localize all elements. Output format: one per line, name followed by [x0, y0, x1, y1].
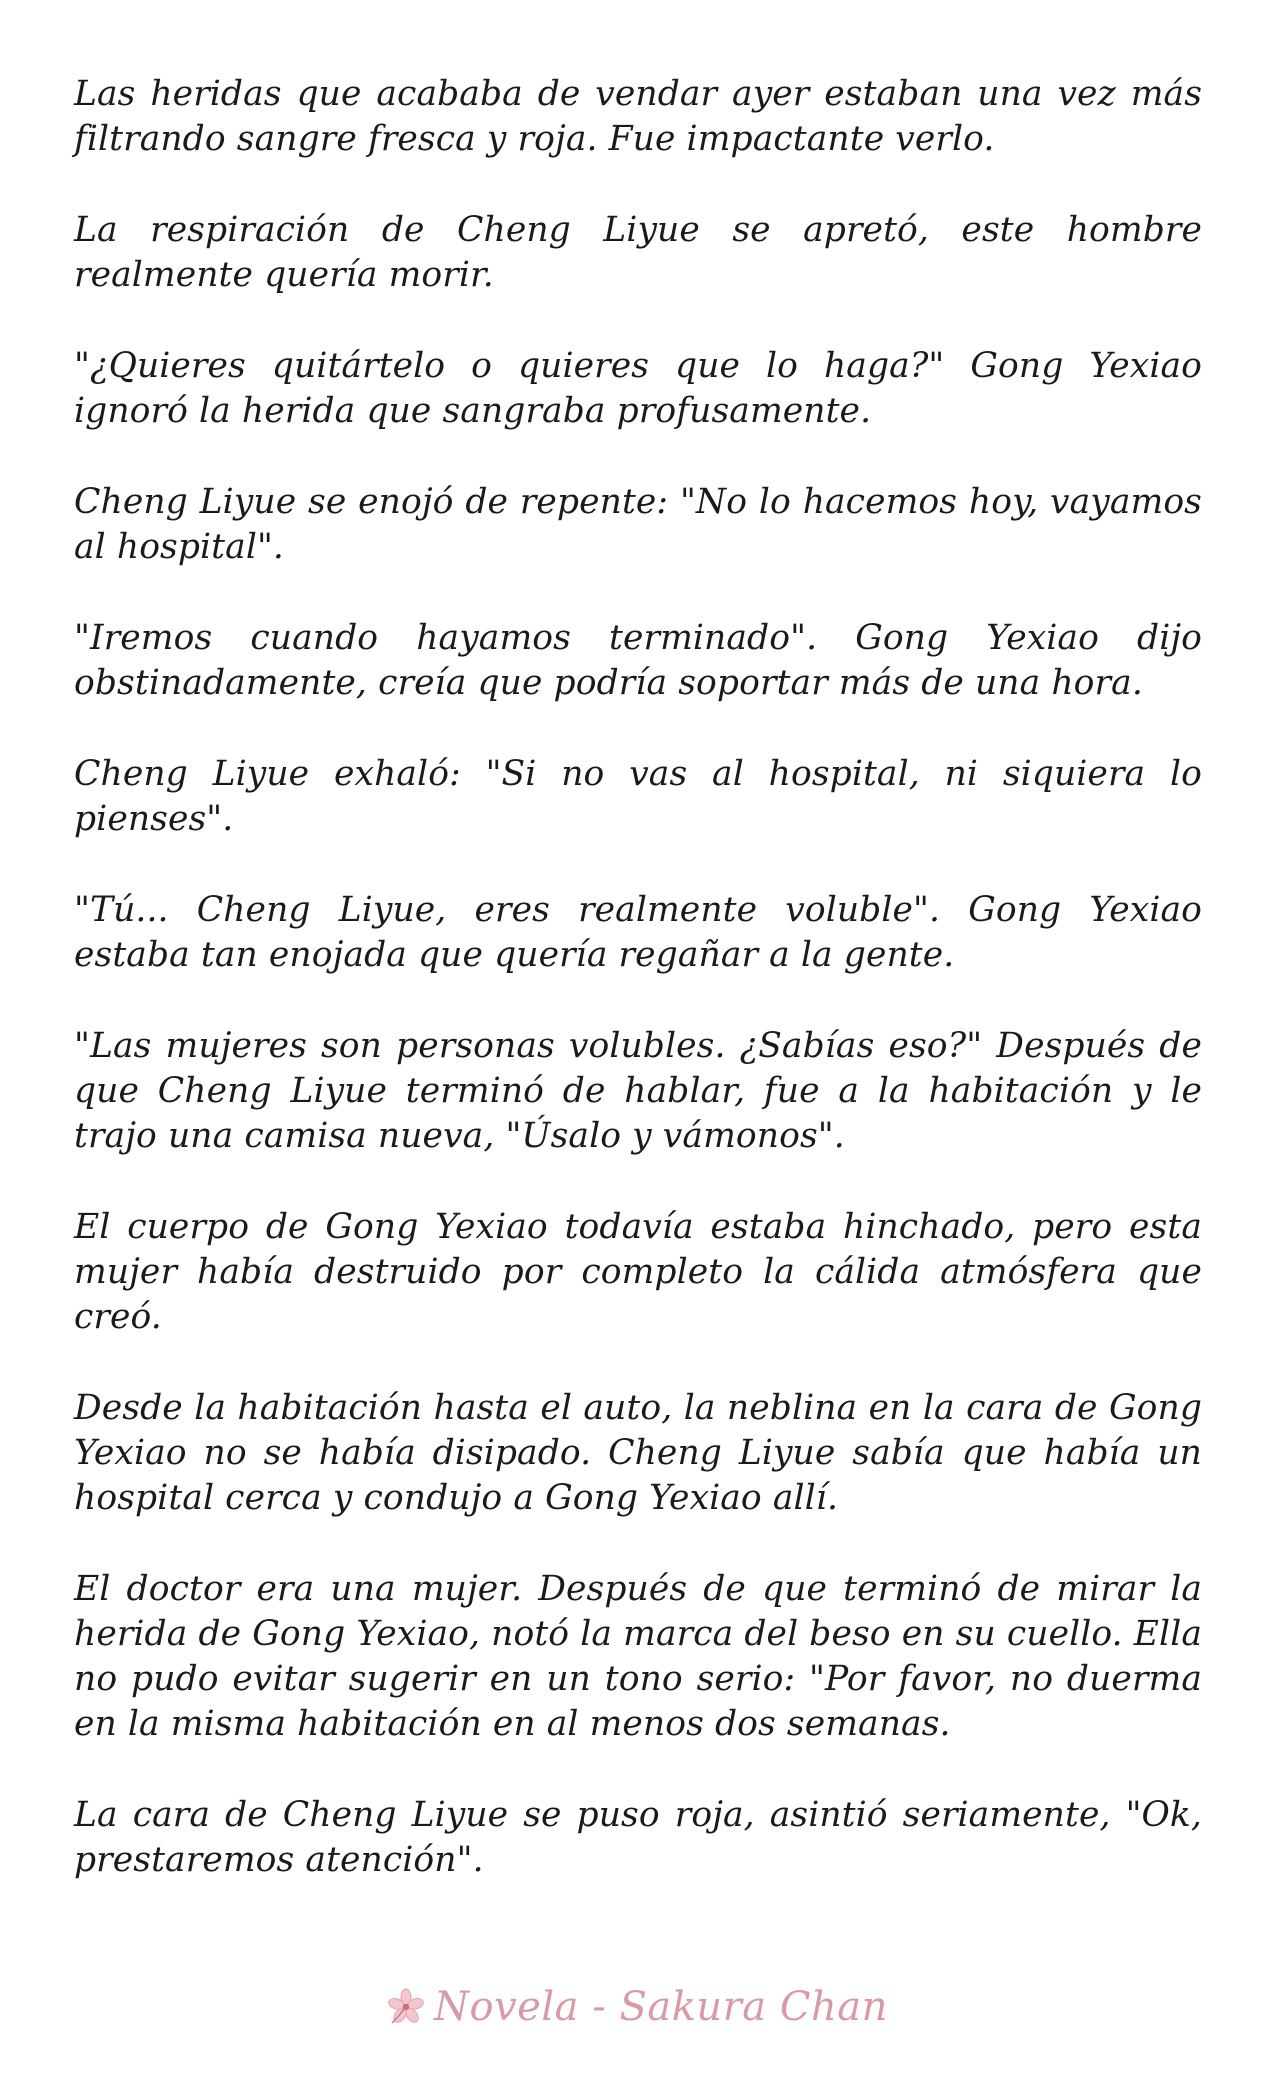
paragraph: El doctor era una mujer. Después de que terminó de mirar la herida de Gong Yexiao, notó la marca del beso en su cuello. Ella no pudo evitar sugerir en un tono serio: "Por favor, no duerma en la misma habitación en al menos dos semanas. [74, 1569, 1202, 1744]
sakura-flower-icon [386, 1987, 426, 2027]
document-body [74, 72, 1202, 1883]
watermark-text: Novela - Sakura Chan [434, 1984, 888, 2030]
paragraph: "Las mujeres son personas volubles. ¿Sabías eso?" Después de que Cheng Liyue terminó de hablar, fue a la habitación y le trajo una camisa nueva, "Úsalo y vámonos". [74, 1026, 1202, 1156]
paragraph: "Iremos cuando hayamos terminado". Gong Yexiao dijo obstinadamente, creía que podría soportar más de una hora. [74, 618, 1202, 703]
paragraph: Cheng Liyue exhaló: "Si no vas al hospital, ni siquiera lo pienses". [74, 754, 1202, 839]
paragraph: La cara de Cheng Liyue se puso roja, asintió seriamente, "Ok, prestaremos atención". [74, 1795, 1202, 1880]
paragraph: "¿Quieres quitártelo o quieres que lo haga?" Gong Yexiao ignoró la herida que sangraba profusamente. [74, 346, 1202, 431]
paragraph: La respiración de Cheng Liyue se apretó, este hombre realmente quería morir. [74, 210, 1202, 295]
paragraph: "Tú... Cheng Liyue, eres realmente voluble". Gong Yexiao estaba tan enojada que quería regañar a la gente. [74, 890, 1202, 975]
paragraph: El cuerpo de Gong Yexiao todavía estaba hinchado, pero esta mujer había destruido por completo la cálida atmósfera que creó. [74, 1207, 1202, 1337]
paragraph: Desde la habitación hasta el auto, la neblina en la cara de Gong Yexiao no se había disipado. Cheng Liyue sabía que había un hospital cerca y condujo a Gong Yexiao allí. [74, 1388, 1202, 1518]
watermark [386, 1982, 888, 2032]
paragraph: Las heridas que acababa de vendar ayer estaban una vez más filtrando sangre fresca y roja. Fue impactante verlo. [74, 74, 1202, 159]
paragraph: Cheng Liyue se enojó de repente: "No lo hacemos hoy, vayamos al hospital". [74, 482, 1202, 567]
